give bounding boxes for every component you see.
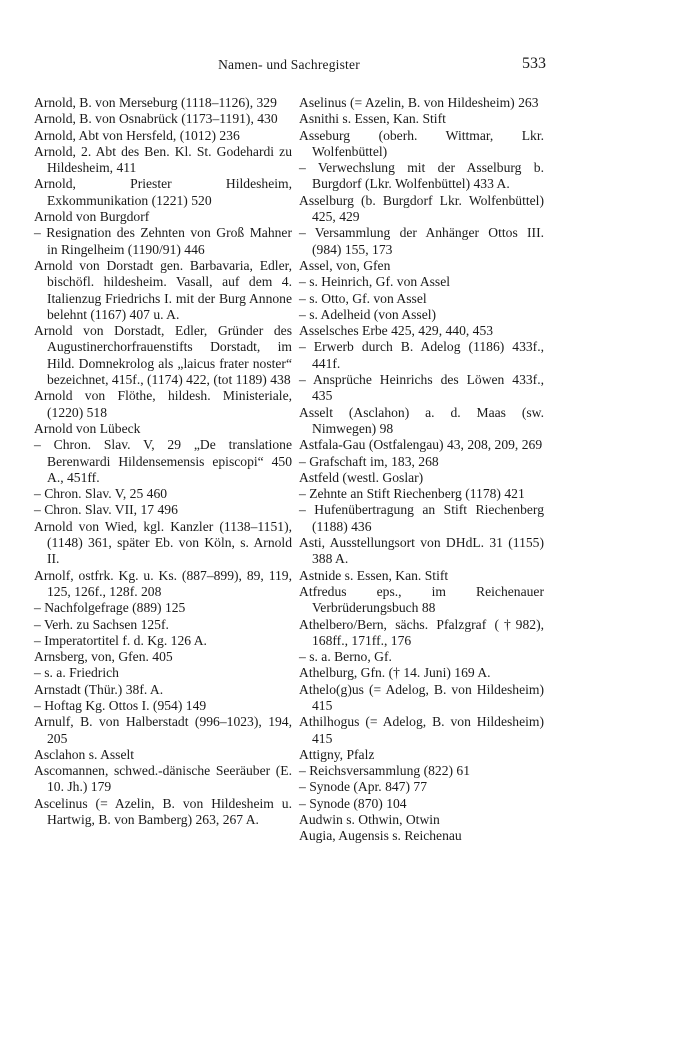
index-entry: Arnold von Flöthe, hildesh. Ministeriale, (1220) 518 <box>34 388 292 420</box>
index-entry: – s. Heinrich, Gf. von Assel <box>299 274 451 290</box>
index-entry: Audwin s. Othwin, Otwin <box>299 812 440 828</box>
index-entry: Asnithi s. Essen, Kan. Stift <box>299 111 446 127</box>
index-entry: – Imperatortitel f. d. Kg. 126 A. <box>34 632 207 648</box>
index-entry: Athelbero/Bern, sächs. Pfalzgraf (†982), 168ff., 171ff., 176 <box>299 616 544 648</box>
index-entry: Assel, von, Gfen <box>299 257 391 273</box>
index-entry: – Chron. Slav. V, 29 „De translatione Berenwardi Hildensemensis episcopi“ 450 A., 451ff. <box>34 437 292 485</box>
index-entry: Arnold, Priester Hildesheim, Exkommunikation (1221) 520 <box>34 176 292 208</box>
index-entry: Arnold von Lübeck <box>34 420 141 436</box>
index-entry: Asseburg (oberh. Wittmar, Lkr. Wolfenbüttel) <box>299 127 544 159</box>
index-entry: – Verwechslung mit der Asselburg b. Burgdorf (Lkr. Wolfenbüttel) 433 A. <box>299 160 544 192</box>
index-entry: – Chron. Slav. V, 25 460 <box>34 486 168 502</box>
index-entry: – Ansprüche Heinrichs des Löwen 433f., 435 <box>299 372 544 404</box>
index-entry: – Hoftag Kg. Ottos I. (954) 149 <box>34 697 207 713</box>
index-column-right <box>299 95 544 845</box>
index-entry: – s. Otto, Gf. von Assel <box>299 290 427 306</box>
index-entry: Astfeld (westl. Goslar) <box>299 469 424 485</box>
index-entry: – Resignation des Zehnten von Groß Mahner in Ringelheim (1190/91) 446 <box>34 225 292 257</box>
index-entry: Atfredus eps., im Reichenauer Verbrüderungsbuch 88 <box>299 583 544 616</box>
index-entry: Arnstadt (Thür.) 38f. A. <box>34 681 164 697</box>
index-entry: – Versammlung der Anhänger Ottos III. (984) 155, 173 <box>299 225 544 257</box>
index-column-left <box>34 95 292 828</box>
index-entry: Astnide s. Essen, Kan. Stift <box>299 567 449 583</box>
index-entry: Arnold, Abt von Hersfeld, (1012) 236 <box>34 127 240 143</box>
index-entry: Augia, Augensis s. Reichenau <box>299 828 462 844</box>
index-entry: Arnold von Wied, kgl. Kanzler (1138–1151), (1148) 361, später Eb. von Köln, s. Arnold II. <box>34 518 292 567</box>
index-entry: Arnulf, B. von Halberstadt (996–1023), 194, 205 <box>34 714 292 746</box>
index-entry: Asselburg (b. Burgdorf Lkr. Wolfenbüttel) 425, 429 <box>299 192 544 225</box>
index-entry: – Verh. zu Sachsen 125f. <box>34 616 169 632</box>
index-entry: Arnolf, ostfrk. Kg. u. Ks. (887–899), 89, 119, 125, 126f., 128f. 208 <box>34 567 292 599</box>
index-entry: – Erwerb durch B. Adelog (1186) 433f., 441f. <box>299 339 544 371</box>
page-header <box>0 57 700 77</box>
index-entry: Ascelinus (= Azelin, B. von Hildesheim u. Hartwig, B. von Bamberg) 263, 267 A. <box>34 795 292 828</box>
index-entry: Athelburg, Gfn. († 14. Juni) 169 A. <box>299 665 491 681</box>
index-entry: Astfala-Gau (Ostfalengau) 43, 208, 209, 269 <box>299 437 543 453</box>
index-entry: Aselinus (= Azelin, B. von Hildesheim) 263 <box>299 95 539 110</box>
index-entry: Arnold, B. von Merseburg (1118–1126), 329 <box>34 95 277 110</box>
page-number: 533 <box>522 55 546 72</box>
index-entry: – s. a. Friedrich <box>34 665 119 681</box>
index-entry: Arnold von Burgdorf <box>34 209 150 225</box>
index-entry: Attigny, Pfalz <box>299 746 375 762</box>
index-entry: – Zehnte an Stift Riechenberg (1178) 421 <box>299 486 525 502</box>
index-entry: – Reichsversammlung (822) 61 <box>299 763 471 779</box>
index-entry: – Synode (Apr. 847) 77 <box>299 779 427 795</box>
index-entry: Arnold, 2. Abt des Ben. Kl. St. Godehardi zu Hildesheim, 411 <box>34 143 292 176</box>
index-entry: Arnold von Dorstadt, Edler, Gründer des Augustinerchorfrauenstifts Dorstadt, im Hild. Domnekrolog als „laicus frater noster“ bezeichnet, 415f., (1174) 422, (tot 1189) 438 <box>34 323 292 388</box>
index-entry: – s. Adelheid (von Assel) <box>299 306 437 322</box>
index-entry: Arnsberg, von, Gfen. 405 <box>34 649 173 665</box>
index-entry: Arnold von Dorstadt gen. Barbavaria, Edler, bischöfl. hildesheim. Vasall, auf dem 4. Italienzug Friedrichs I. mit der Burg Annone belehnt (1167) 407 u. A. <box>34 257 292 322</box>
index-entry: Athelo(g)us (= Adelog, B. von Hildesheim) 415 <box>299 681 544 713</box>
running-title: Namen- und Sachregister <box>218 57 360 72</box>
index-entry: Arnold, B. von Osnabrück (1173–1191), 430 <box>34 111 278 127</box>
index-entry: Ascomannen, schwed.-dänische Seeräuber (E. 10. Jh.) 179 <box>34 763 292 795</box>
index-entry: – Nachfolgefrage (889) 125 <box>34 600 186 616</box>
index-entry: Asselt (Asclahon) a. d. Maas (sw. Nimwegen) 98 <box>299 404 544 436</box>
index-entry: Asclahon s. Asselt <box>34 746 135 762</box>
index-entry: Athilhogus (= Adelog, B. von Hildesheim) 415 <box>299 714 544 746</box>
index-entry: – Grafschaft im, 183, 268 <box>299 453 439 469</box>
index-entry: – Hufenübertragung an Stift Riechenberg (1188) 436 <box>299 502 544 534</box>
index-entry: Asselsches Erbe 425, 429, 440, 453 <box>299 323 494 339</box>
index-entry: – Chron. Slav. VII, 17 496 <box>34 502 178 518</box>
index-entry: – Synode (870) 104 <box>299 795 407 811</box>
index-entry: – s. a. Berno, Gf. <box>299 649 392 665</box>
index-entry: Asti, Ausstellungsort von DHdL. 31 (1155) 388 A. <box>299 535 544 567</box>
